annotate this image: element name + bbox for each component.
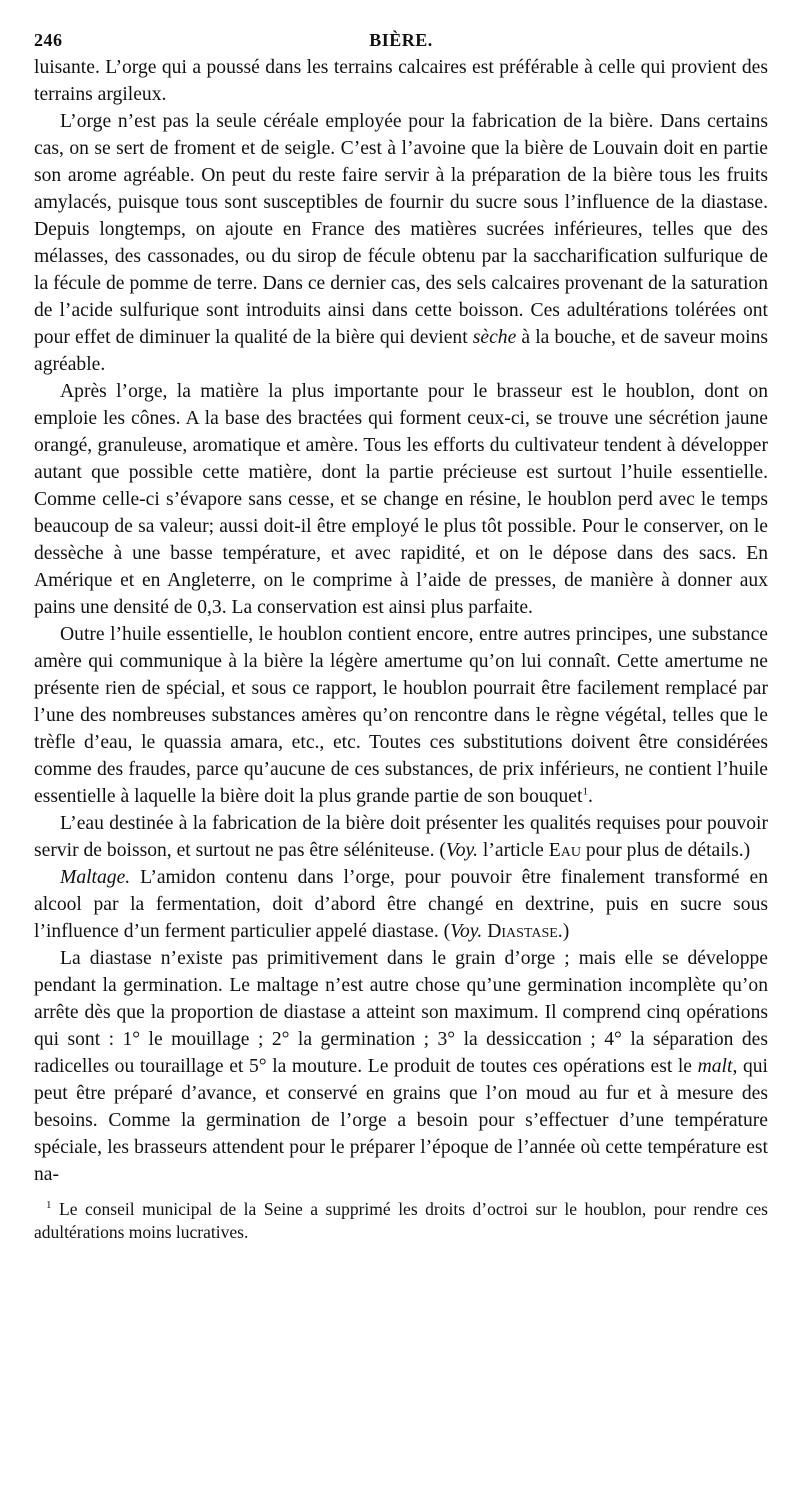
running-head xyxy=(34,30,768,54)
italic-text: sèche xyxy=(472,327,517,348)
text-run: , qui peut être préparé d’avance, et conservé en grains que l’on moud au fur et à mesure des besoins. Comme la germination de l’orge a besoin pour s’effectuer d’une température spéciale, les brasseurs attendent pour le préparer l’époque de l’année où cette température est na- xyxy=(34,1056,768,1185)
text-run: luisante. L’orge qui a poussé dans les terrains calcaires est préférable à celle qui provient des terrains argileux. xyxy=(34,57,768,105)
footnote-marker: 1 xyxy=(582,785,588,798)
text-run: La diastase n’existe pas primitivement dans le grain d’orge ; mais elle se développe pendant la germination. Le maltage n’est autre chose qu’une germination incomplète qu’on arrête dès que la proportion de diastase a atteint son maximum. Il comprend cinq opérations qui sont : 1° le mouillage ; 2° la germination ; 3° la dessiccation ; 4° la séparation des radicelles ou touraillage et 5° la mouture. Le produit de toutes ces opérations est le xyxy=(34,948,768,1077)
paragraph xyxy=(34,378,768,621)
text-run: L’orge n’est pas la seule céréale employée pour la fabrication de la bière. Dans certains cas, on se sert de froment et de seigle. C’est à l’avoine que la bière de Louvain doit en partie son arome agréable. On peut du reste faire servir à la préparation de la bière tous les fruits amylacés, puisque tous sont susceptibles de fournir du sucre sous l’influence de la diastase. Depuis longtemps, on ajoute en France des matières sucrées inférieures, telles que des mélasses, des cassonades, ou du sirop de fécule obtenu par la saccharification sulfurique de la fécule de pomme de terre. Dans ce dernier cas, des sels calcaires provenant de la saturation de l’acide sulfurique sont introduits ainsi dans cette boisson. Ces adultérations tolérées ont pour effet de diminuer la qualité de la bière qui devient xyxy=(34,111,768,348)
footnote xyxy=(34,1198,768,1244)
small-caps-text: Eau xyxy=(548,840,581,861)
italic-text: Voy. xyxy=(450,921,483,942)
paragraph xyxy=(34,810,768,864)
text-run: L’amidon contenu dans l’orge, pour pouvoir être finalement transformé en alcool par la fermentation, doit d’abord être changé en dextrine, puis en sucre sous l’influence d’un ferment particulier appelé diastase. ( xyxy=(34,867,768,942)
page-number: 246 xyxy=(34,30,63,50)
text-run: Après l’orge, la matière la plus importante pour le brasseur est le houblon, dont on emploie les cônes. A la base des bractées qui forment ceux-ci, se trouve une sécrétion jaune orangé, granuleuse, aromatique et amère. Tous les efforts du cultivateur tendent à développer autant que possible cette matière, dont la partie précieuse est surtout l’huile essentielle. Comme celle-ci s’évapore sans cesse, et se change en résine, le houblon perd avec le temps beaucoup de sa valeur; aussi doit-il être employé le plus tôt possible. Pour le conserver, on le dessèche à une basse température, et avec rapidité, et on le dépose dans des sacs. En Amérique et en Angleterre, on le comprime à l’aide de presses, de manière à donner aux pains une densité de 0,3. La conservation est ainsi plus parfaite. xyxy=(34,381,768,618)
small-caps-text: Diastase xyxy=(487,921,558,942)
text-run: pour plus de détails.) xyxy=(580,840,751,861)
text-run: L’eau destinée à la fabrication de la bière doit présenter les qualités requises pour pouvoir servir de boisson, et surtout ne pas être séléniteuse. ( xyxy=(34,813,768,861)
text-run: Outre l’huile essentielle, le houblon contient encore, entre autres principes, une substance amère qui communique à la bière la légère amertume qu’on lui connaît. Cette amertume ne présente rien de spécial, et sous ce rapport, le houblon pourrait être facilement remplacé par l’une des nombreuses substances amères qu’on rencontre dans le règne végétal, telles que le trèfle d’eau, le quassia amara, etc., etc. Toutes ces substitutions doivent être considérées comme des fraudes, parce qu’aucune de ces substances, de prix inférieurs, ne contient l’huile essentielle à laquelle la bière doit la plus grande partie de son bouquet xyxy=(34,624,768,807)
footnote-marker: 1 xyxy=(46,1199,52,1212)
paragraph xyxy=(34,54,768,108)
running-title: BIÈRE. xyxy=(369,30,433,50)
text-run: Le conseil municipal de la Seine a supprimé les droits d’octroi sur le houblon, pour rendre ces adultérations moins lucratives. xyxy=(34,1199,768,1242)
italic-text: malt xyxy=(697,1056,733,1077)
paragraph xyxy=(34,108,768,378)
paragraph xyxy=(34,621,768,810)
italic-text: Voy. xyxy=(445,840,479,861)
footnotes xyxy=(34,1198,768,1244)
text-run: à la bouche, et de saveur moins agréable. xyxy=(34,327,769,375)
paragraph xyxy=(34,945,768,1188)
paragraph xyxy=(34,864,768,945)
body-text xyxy=(34,54,768,1188)
text-run: .) xyxy=(557,921,570,942)
text-run: l’article xyxy=(478,840,549,861)
text-run: . xyxy=(587,786,593,807)
italic-text: Maltage. xyxy=(60,867,131,888)
book-page xyxy=(34,30,768,1244)
